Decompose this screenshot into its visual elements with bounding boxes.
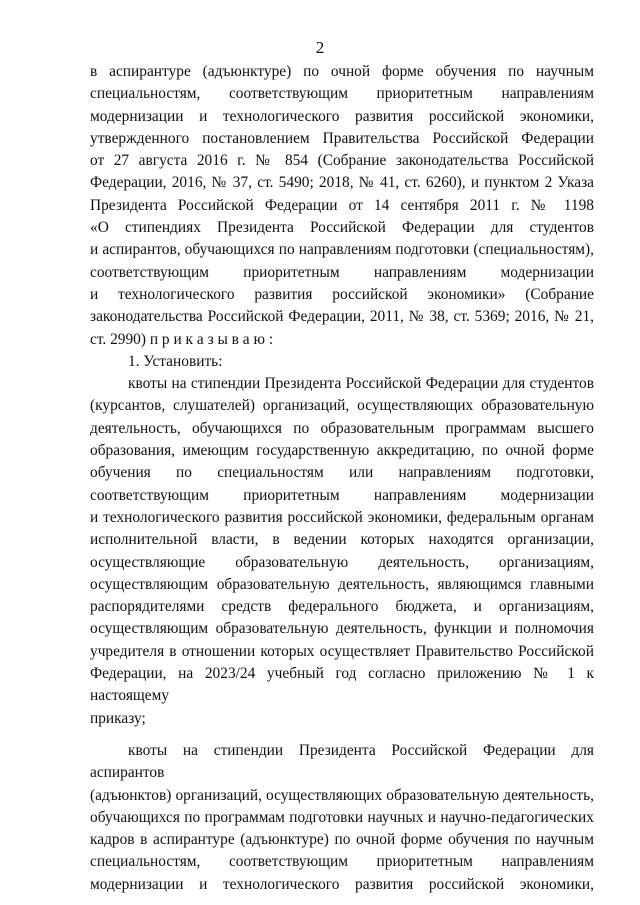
text-line: кадров в аспирантуре (адъюнктуре) по очной форме обучения по научным xyxy=(90,831,594,849)
document-body xyxy=(90,61,594,896)
text-line: специальностям, соответствующим приоритетным направлениям xyxy=(90,85,594,103)
text-line: квоты на стипендии Президента Российской Федерации для аспирантов xyxy=(90,741,594,782)
text-line: и аспирантов, обучающихся по направлениям подготовки (специальностям), xyxy=(90,241,594,259)
text-line: осуществляющим образовательную деятельность, функции и полномочия xyxy=(90,620,594,638)
text-line: обучения по специальностям или направлениям подготовки, xyxy=(90,464,594,482)
text-line: квоты на стипендии Президента Российской Федерации для студентов xyxy=(128,375,594,393)
text-line: образования, имеющим государственную аккредитацию, по очной форме xyxy=(90,442,594,460)
text-line: обучающихся по программам подготовки научных и научно-педагогических xyxy=(90,808,594,826)
text-line: и технологического развития российской экономики, федеральным органам xyxy=(90,508,594,526)
text-line: деятельность, обучающихся по образовательным программам высшего xyxy=(90,419,594,437)
text-line: утвержденного постановлением Правительства Российской Федерации xyxy=(90,129,594,147)
paragraph-student-quotas xyxy=(90,373,594,730)
text-line: распорядителями средств федерального бюджета, и организациям, xyxy=(90,598,594,616)
text-line: и технологического развития российской экономики» (Собрание xyxy=(90,285,594,303)
text-line: модернизации и технологического развития российской экономики, xyxy=(90,875,594,893)
paragraph-establish xyxy=(90,351,594,373)
text-line: ст. 2990) п р и к а з ы в а ю : xyxy=(90,330,274,348)
text-line: Президента Российской Федерации от 14 сентября 2011 г. № 1198 xyxy=(90,196,594,214)
text-line: Федерации, на 2023/24 учебный год согласно приложению № 1 к настоящему xyxy=(90,665,594,705)
text-line: в аспирантуре (адъюнктуре) по очной форме обучения по научным xyxy=(90,63,594,80)
page-number: 2 xyxy=(315,38,325,57)
text-line: осуществляющим образовательную деятельность, являющимся главными xyxy=(90,575,594,593)
text-line: учредителя в отношении которых осуществляет Правительство Российской xyxy=(90,642,594,660)
text-line: (курсантов, слушателей) организаций, осуществляющих образовательную xyxy=(90,397,594,415)
text-line: осуществляющие образовательную деятельность, организациям, xyxy=(90,553,594,571)
text-line: специальностям, соответствующим приоритетным направлениям xyxy=(90,853,594,871)
paragraph-preamble xyxy=(90,61,594,351)
text-line: «О стипендиях Президента Российской Федерации для студентов xyxy=(90,219,594,237)
text-line: (адъюнктов) организаций, осуществляющих образовательную деятельность, xyxy=(90,786,594,804)
text-line: соответствующим приоритетным направлениям модернизации xyxy=(90,263,594,281)
text-line: соответствующим приоритетным направлениям модернизации xyxy=(90,486,594,504)
text-line: законодательства Российской Федерации, 2011, № 38, ст. 5369; 2016, № 21, xyxy=(90,308,594,326)
text-line: приказу; xyxy=(90,709,146,727)
text-line: от 27 августа 2016 г. № 854 (Собрание законодательства Российской xyxy=(90,152,594,170)
paragraph-postgraduate-quotas xyxy=(90,740,594,896)
text-line: исполнительной власти, в ведении которых находятся организации, xyxy=(90,531,594,549)
text-line: Федерации, 2016, № 37, ст. 5490; 2018, № 41, ст. 6260), и пунктом 2 Указа xyxy=(90,174,594,192)
text-line: 1. Установить: xyxy=(128,352,223,370)
text-line: модернизации и технологического развития российской экономики, xyxy=(90,107,594,125)
